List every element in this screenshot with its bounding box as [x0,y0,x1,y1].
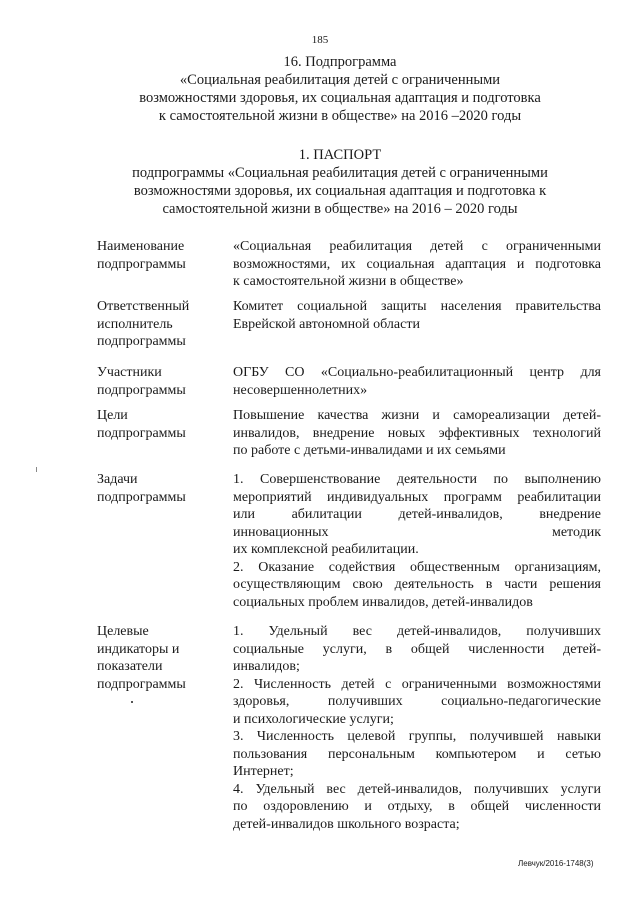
value-line: инновационных методик [233,524,601,540]
value-line: инвалидов; [233,659,300,674]
value-paragraph [233,471,601,559]
subprogram-heading-line: «Социальная реабилитация детей с ограниченными [179,72,501,88]
page-number: 185 [311,34,329,46]
document-footer: Левчук/2016-1748(3) [518,859,594,868]
value-line: их комплексной реабилитации. [233,542,419,557]
row-label-line: Цели [97,408,128,423]
value-line: Комитет социальной защиты населения правительства [233,299,601,314]
value-line: «Социальная реабилитация детей с ограниченными [233,239,601,254]
value-line: социальные услуги, в общей численности детей- [233,641,601,657]
passport-row-value [233,238,601,291]
row-label-line: показатели [97,659,163,674]
passport-subtitle-line: подпрограммы «Социальная реабилитация детей с ограниченными [132,165,548,181]
value-line: или абилитации детей-инвалидов, внедрение [233,507,601,522]
subprogram-heading-line: возможностями здоровья, их социальная адаптация и подготовка [139,90,541,106]
value-line: по оздоровлению и отдыху, в общей численности [233,799,601,814]
value-paragraph [233,407,601,460]
value-line: возможностями, их социальная адаптация и подготовка [233,256,601,272]
value-paragraph [233,559,601,612]
passport-row-label [97,623,222,693]
value-line: по работе с детьми-инвалидами и их семьями [233,443,506,458]
value-line: мероприятий индивидуальных программ реабилитации [233,489,601,505]
value-paragraph [233,623,601,676]
value-line: и психологические услуги; [233,711,394,727]
passport-row-label [97,298,222,351]
value-paragraph [233,238,601,291]
value-line: Повышение качества жизни и самореализации детей- [233,408,601,423]
row-label-line: подпрограммы [97,489,186,505]
value-line: осуществляющим свою деятельность в части решения [233,577,601,592]
passport-row-label [97,471,222,506]
row-label-line: Наименование [97,239,185,254]
scan-dot [131,701,133,703]
row-label-line: Задачи [97,472,138,487]
row-label-line: индикаторы и [97,641,180,657]
value-line: здоровья, получивших социально-педагогические [233,694,601,709]
passport-row-value [233,623,601,833]
passport-row-label [97,238,222,273]
value-line: ОГБУ СО «Социально-реабилитационный центр для [233,365,601,380]
passport-row-label [97,364,222,399]
passport-row-label [97,407,222,442]
value-line: 2. Численность детей с ограниченными возможностями [233,676,601,692]
row-label-line: исполнитель [97,316,173,332]
scan-mark [36,467,37,472]
passport-row-value [233,407,601,460]
value-line: детей-инвалидов школьного возраста; [233,816,460,832]
value-paragraph [233,728,601,781]
value-line: 3. Численность целевой группы, получившей навыки [233,729,601,744]
value-line: к самостоятельной жизни в обществе» [233,274,464,289]
passport-row-value [233,298,601,333]
row-label-line: подпрограммы [97,425,186,441]
passport-subtitle-line: возможностями здоровья, их социальная адаптация и подготовка к [133,183,547,199]
value-line: социальных проблем инвалидов, детей-инвалидов [233,594,533,610]
row-label-line: Участники [97,365,162,380]
passport-row-value [233,364,601,399]
value-line: пользования персональным компьютером и сетью [233,746,601,762]
subprogram-heading-line: к самостоятельной жизни в обществе» на 2016 –2020 годы [158,108,522,124]
value-paragraph [233,781,601,834]
subprogram-heading [90,53,590,125]
value-paragraph [233,298,601,333]
row-label-line: подпрограммы [97,256,186,272]
value-line: Интернет; [233,764,294,779]
row-label-line: Ответственный [97,299,190,314]
value-line: 4. Удельный вес детей-инвалидов, получивших услуги [233,781,601,797]
passport-subtitle-line: самостоятельной жизни в обществе» на 2016 – 2020 годы [162,201,518,217]
row-label-line: подпрограммы [97,676,186,692]
value-line: 1. Совершенствование деятельности по выполнению [233,472,601,487]
passport-row-value [233,471,601,611]
subprogram-heading-line: 16. Подпрограмма [283,54,397,70]
value-line: инвалидов, внедрение новых эффективных технологий [233,425,601,441]
value-line: 2. Оказание содействия общественным организациям, [233,559,601,575]
row-label-line: Целевые [97,624,149,639]
passport-title: 1. ПАСПОРТ [298,147,382,163]
value-paragraph [233,676,601,729]
value-paragraph [233,364,601,399]
row-label-line: подпрограммы [97,334,186,349]
passport-subtitle [90,164,590,218]
value-line: Еврейской автономной области [233,316,420,332]
value-line: 1. Удельный вес детей-инвалидов, получивших [233,624,601,639]
row-label-line: подпрограммы [97,382,186,398]
value-line: несовершеннолетних» [233,382,368,398]
